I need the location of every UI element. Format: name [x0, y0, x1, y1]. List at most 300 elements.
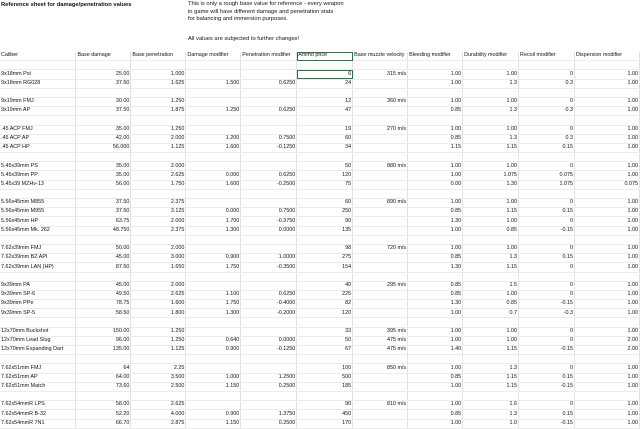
value-cell[interactable] [353, 373, 408, 382]
value-cell[interactable]: 30.00 [76, 97, 131, 106]
value-cell[interactable]: 45.00 [76, 254, 131, 263]
value-cell[interactable]: 275 [297, 254, 353, 263]
value-cell[interactable] [574, 391, 639, 400]
value-cell[interactable] [353, 318, 408, 327]
value-cell[interactable]: 19 [297, 125, 353, 134]
value-cell[interactable]: 1.600 [186, 143, 241, 152]
value-cell[interactable]: 1.00 [574, 134, 639, 143]
value-cell[interactable]: -0.3 [519, 309, 575, 318]
value-cell[interactable] [408, 189, 463, 198]
value-cell[interactable]: 2.875 [131, 419, 186, 428]
value-cell[interactable]: 0.0000 [241, 226, 297, 235]
column-header-cell[interactable]: Base muzzle velocity [353, 52, 408, 61]
value-cell[interactable] [241, 189, 297, 198]
value-cell[interactable]: 73.60 [76, 382, 131, 391]
value-cell[interactable] [463, 153, 519, 162]
value-cell[interactable]: 66.70 [76, 419, 131, 428]
value-cell[interactable]: 0.2500 [241, 419, 297, 428]
value-cell[interactable] [408, 318, 463, 327]
value-cell[interactable]: 1.075 [519, 180, 575, 189]
value-cell[interactable] [76, 153, 131, 162]
value-cell[interactable]: 1.15 [463, 382, 519, 391]
value-cell[interactable]: 2.00 [574, 346, 639, 355]
value-cell[interactable]: 0.15 [519, 410, 575, 419]
value-cell[interactable]: 0.85 [463, 300, 519, 309]
value-cell[interactable]: 1.3 [463, 254, 519, 263]
value-cell[interactable]: 1.00 [574, 401, 639, 410]
value-cell[interactable]: 2.625 [131, 401, 186, 410]
value-cell[interactable]: 1.00 [463, 199, 519, 208]
value-cell[interactable] [186, 355, 241, 364]
value-cell[interactable]: 58.50 [76, 309, 131, 318]
value-cell[interactable]: 50.00 [76, 244, 131, 253]
value-cell[interactable]: 0.85 [408, 281, 463, 290]
value-cell[interactable]: 1.3 [463, 107, 519, 116]
value-cell[interactable] [76, 88, 131, 97]
value-cell[interactable]: 1.00 [408, 309, 463, 318]
caliber-cell[interactable]: 7.62x39mm LAN (HP) [0, 263, 76, 272]
value-cell[interactable]: 850 m/s [353, 364, 408, 373]
value-cell[interactable]: 1.00 [574, 364, 639, 373]
value-cell[interactable] [297, 189, 353, 198]
value-cell[interactable] [186, 401, 241, 410]
column-header-cell[interactable]: Ammo price [297, 52, 353, 61]
caliber-cell[interactable]: 7.62x51mm Match [0, 382, 76, 391]
caliber-cell[interactable]: 7.62x39mm BZ API [0, 254, 76, 263]
value-cell[interactable] [519, 116, 575, 125]
value-cell[interactable]: 56.00 [76, 180, 131, 189]
value-cell[interactable]: 1.00 [408, 79, 463, 88]
value-cell[interactable]: 75 [297, 180, 353, 189]
value-cell[interactable]: 35.00 [76, 125, 131, 134]
value-cell[interactable]: 64 [76, 364, 131, 373]
value-cell[interactable]: 1.00 [408, 97, 463, 106]
value-cell[interactable] [186, 235, 241, 244]
value-cell[interactable]: 0.900 [186, 346, 241, 355]
value-cell[interactable] [131, 153, 186, 162]
value-cell[interactable]: 1.00 [408, 171, 463, 180]
value-cell[interactable]: 0.15 [519, 373, 575, 382]
value-cell[interactable]: 1.00 [574, 217, 639, 226]
value-cell[interactable] [186, 125, 241, 134]
value-cell[interactable]: 1.600 [186, 180, 241, 189]
value-cell[interactable]: 1.200 [186, 134, 241, 143]
value-cell[interactable]: 3.125 [131, 208, 186, 217]
value-cell[interactable] [353, 263, 408, 272]
value-cell[interactable]: 0.85 [408, 107, 463, 116]
value-cell[interactable] [241, 153, 297, 162]
value-cell[interactable]: 2.375 [131, 226, 186, 235]
value-cell[interactable] [76, 391, 131, 400]
value-cell[interactable]: 0.6250 [241, 171, 297, 180]
caliber-cell[interactable]: 9x19mm AP [0, 107, 76, 116]
caliber-cell[interactable]: 5.56x45mm M855 [0, 199, 76, 208]
value-cell[interactable] [241, 97, 297, 106]
caliber-cell[interactable]: 12x70mm Expanding Dart [0, 346, 76, 355]
caliber-cell[interactable]: 9x39mm PPe [0, 300, 76, 309]
value-cell[interactable]: 450 [297, 410, 353, 419]
value-cell[interactable] [186, 244, 241, 253]
value-cell[interactable]: 1.00 [574, 171, 639, 180]
value-cell[interactable]: 1.15 [463, 208, 519, 217]
value-cell[interactable]: 52.20 [76, 410, 131, 419]
value-cell[interactable]: 395 m/s [353, 327, 408, 336]
value-cell[interactable]: 0.7500 [241, 134, 297, 143]
value-cell[interactable]: 1.00 [574, 309, 639, 318]
value-cell[interactable] [297, 391, 353, 400]
value-cell[interactable] [241, 401, 297, 410]
value-cell[interactable] [297, 153, 353, 162]
value-cell[interactable]: 2.625 [131, 290, 186, 299]
value-cell[interactable]: 1.00 [408, 226, 463, 235]
value-cell[interactable] [186, 318, 241, 327]
value-cell[interactable] [186, 162, 241, 171]
value-cell[interactable]: 1.00 [463, 97, 519, 106]
value-cell[interactable] [186, 61, 241, 70]
value-cell[interactable]: 0 [519, 327, 575, 336]
value-cell[interactable]: -0.1250 [241, 143, 297, 152]
value-cell[interactable]: 1.00 [574, 70, 639, 79]
caliber-cell[interactable] [0, 189, 76, 198]
value-cell[interactable]: 0 [519, 336, 575, 345]
caliber-cell[interactable]: 9x18mm Pst [0, 70, 76, 79]
value-cell[interactable]: 0.3 [519, 79, 575, 88]
value-cell[interactable]: 50 [297, 162, 353, 171]
value-cell[interactable]: 1.00 [574, 125, 639, 134]
value-cell[interactable] [297, 318, 353, 327]
value-cell[interactable] [241, 88, 297, 97]
value-cell[interactable]: 1.00 [408, 382, 463, 391]
value-cell[interactable]: 90 [297, 401, 353, 410]
caliber-cell[interactable]: 12x70mm Buckshot [0, 327, 76, 336]
column-header-cell[interactable]: Dispersion modifier [574, 52, 639, 61]
value-cell[interactable]: 0.075 [519, 171, 575, 180]
value-cell[interactable]: 0.000 [186, 171, 241, 180]
value-cell[interactable]: 0.6250 [241, 290, 297, 299]
value-cell[interactable]: 1.875 [131, 107, 186, 116]
value-cell[interactable]: 1.800 [131, 309, 186, 318]
value-cell[interactable] [519, 318, 575, 327]
value-cell[interactable] [408, 235, 463, 244]
value-cell[interactable] [186, 116, 241, 125]
value-cell[interactable]: 154 [297, 263, 353, 272]
caliber-cell[interactable]: .45 ACP HP [0, 143, 76, 152]
value-cell[interactable]: 1.15 [463, 373, 519, 382]
caliber-cell[interactable]: 9x39mm SP-5 [0, 309, 76, 318]
value-cell[interactable] [408, 272, 463, 281]
value-cell[interactable]: 1.00 [574, 327, 639, 336]
value-cell[interactable]: 1.00 [463, 70, 519, 79]
value-cell[interactable]: 0 [519, 281, 575, 290]
value-cell[interactable] [408, 116, 463, 125]
caliber-cell[interactable]: 5.45x39mm PS [0, 162, 76, 171]
value-cell[interactable] [519, 153, 575, 162]
caliber-cell[interactable]: 9x39mm SP-6 [0, 290, 76, 299]
value-cell[interactable] [353, 235, 408, 244]
value-cell[interactable]: 0 [519, 125, 575, 134]
value-cell[interactable]: 1.00 [574, 226, 639, 235]
value-cell[interactable]: 96.00 [76, 336, 131, 345]
value-cell[interactable]: 360 m/s [353, 97, 408, 106]
column-header-cell[interactable]: Base penetration [131, 52, 186, 61]
value-cell[interactable]: 1.0000 [241, 254, 297, 263]
value-cell[interactable]: -0.3500 [241, 263, 297, 272]
value-cell[interactable] [241, 235, 297, 244]
value-cell[interactable]: 1.00 [463, 327, 519, 336]
value-cell[interactable]: 0 [519, 364, 575, 373]
value-cell[interactable] [131, 235, 186, 244]
value-cell[interactable]: 1.3 [463, 79, 519, 88]
value-cell[interactable]: 1.125 [131, 143, 186, 152]
value-cell[interactable]: 1.00 [574, 162, 639, 171]
value-cell[interactable]: 1.00 [574, 300, 639, 309]
value-cell[interactable] [519, 61, 575, 70]
value-cell[interactable]: 1.30 [408, 263, 463, 272]
value-cell[interactable]: 1.600 [131, 300, 186, 309]
value-cell[interactable] [353, 272, 408, 281]
value-cell[interactable]: 1.125 [131, 346, 186, 355]
value-cell[interactable]: 1.15 [463, 143, 519, 152]
value-cell[interactable]: 1.150 [186, 419, 241, 428]
value-cell[interactable]: 0.85 [408, 208, 463, 217]
caliber-cell[interactable] [0, 318, 76, 327]
value-cell[interactable] [186, 364, 241, 373]
value-cell[interactable]: 1.15 [408, 143, 463, 152]
caliber-cell[interactable]: .45 ACP AP [0, 134, 76, 143]
value-cell[interactable]: 2.625 [131, 171, 186, 180]
column-header-cell[interactable]: Durability modifier [463, 52, 519, 61]
value-cell[interactable]: 1.00 [408, 244, 463, 253]
caliber-cell[interactable]: 5.56x45mm M955 [0, 208, 76, 217]
value-cell[interactable]: 475 m/s [353, 336, 408, 345]
value-cell[interactable]: 295 m/s [353, 281, 408, 290]
value-cell[interactable]: 2.000 [131, 244, 186, 253]
value-cell[interactable] [408, 61, 463, 70]
value-cell[interactable] [76, 189, 131, 198]
value-cell[interactable]: 1.250 [131, 125, 186, 134]
caliber-cell[interactable]: 7.62x54mmR LPS [0, 401, 76, 410]
value-cell[interactable] [353, 134, 408, 143]
value-cell[interactable]: 0.85 [408, 254, 463, 263]
value-cell[interactable]: 0.2500 [241, 382, 297, 391]
value-cell[interactable] [408, 391, 463, 400]
value-cell[interactable]: 1.00 [408, 401, 463, 410]
value-cell[interactable] [574, 355, 639, 364]
value-cell[interactable]: 1.750 [131, 180, 186, 189]
value-cell[interactable]: 1.00 [463, 125, 519, 134]
value-cell[interactable] [353, 382, 408, 391]
value-cell[interactable]: 1.00 [408, 419, 463, 428]
value-cell[interactable] [241, 318, 297, 327]
value-cell[interactable]: 1.00 [408, 125, 463, 134]
value-cell[interactable] [353, 309, 408, 318]
value-cell[interactable]: 1.000 [186, 373, 241, 382]
value-cell[interactable]: 1.00 [463, 290, 519, 299]
caliber-cell[interactable] [0, 235, 76, 244]
caliber-cell[interactable] [0, 88, 76, 97]
value-cell[interactable] [353, 355, 408, 364]
value-cell[interactable]: 1.00 [408, 199, 463, 208]
caliber-cell[interactable]: 12x70mm Lead Slug [0, 336, 76, 345]
value-cell[interactable]: 720 m/s [353, 244, 408, 253]
value-cell[interactable]: 100 [297, 364, 353, 373]
value-cell[interactable]: -0.15 [519, 300, 575, 309]
value-cell[interactable]: 1.3 [463, 410, 519, 419]
value-cell[interactable]: 0.85 [408, 410, 463, 419]
value-cell[interactable]: 1.00 [574, 410, 639, 419]
value-cell[interactable]: 3.500 [131, 373, 186, 382]
value-cell[interactable] [186, 88, 241, 97]
value-cell[interactable] [186, 189, 241, 198]
value-cell[interactable]: 1.30 [408, 217, 463, 226]
column-header-cell[interactable]: Penetration modifier [241, 52, 297, 61]
value-cell[interactable]: 880 m/s [353, 162, 408, 171]
value-cell[interactable] [574, 318, 639, 327]
caliber-cell[interactable]: 7.62x51mm FMJ [0, 364, 76, 373]
value-cell[interactable]: 47 [297, 107, 353, 116]
value-cell[interactable]: 1.00 [574, 290, 639, 299]
value-cell[interactable]: 0 [519, 263, 575, 272]
value-cell[interactable]: 1.40 [408, 346, 463, 355]
value-cell[interactable]: 1.00 [574, 208, 639, 217]
value-cell[interactable]: -0.15 [519, 346, 575, 355]
value-cell[interactable]: 1.250 [131, 327, 186, 336]
value-cell[interactable]: 2.00 [574, 336, 639, 345]
value-cell[interactable]: 58.00 [76, 401, 131, 410]
value-cell[interactable] [353, 208, 408, 217]
caliber-cell[interactable]: 7.62x54mmR B-32 [0, 410, 76, 419]
value-cell[interactable]: 1.00 [463, 244, 519, 253]
value-cell[interactable] [353, 180, 408, 189]
value-cell[interactable]: 0 [519, 162, 575, 171]
caliber-cell[interactable] [0, 391, 76, 400]
value-cell[interactable] [574, 116, 639, 125]
value-cell[interactable] [131, 272, 186, 281]
value-cell[interactable] [353, 143, 408, 152]
value-cell[interactable] [131, 88, 186, 97]
value-cell[interactable]: 1.0 [463, 419, 519, 428]
caliber-cell[interactable] [0, 153, 76, 162]
value-cell[interactable] [574, 88, 639, 97]
value-cell[interactable]: 0.6250 [241, 79, 297, 88]
value-cell[interactable]: -0.3750 [241, 217, 297, 226]
value-cell[interactable]: 0 [519, 290, 575, 299]
value-cell[interactable]: 50 [297, 336, 353, 345]
value-cell[interactable]: 0 [519, 217, 575, 226]
value-cell[interactable] [131, 116, 186, 125]
value-cell[interactable] [186, 199, 241, 208]
value-cell[interactable] [186, 272, 241, 281]
value-cell[interactable]: 1.250 [131, 336, 186, 345]
column-header-cell[interactable]: Caliber [0, 52, 76, 61]
value-cell[interactable] [519, 272, 575, 281]
value-cell[interactable]: 0.900 [186, 410, 241, 419]
value-cell[interactable]: 2.000 [131, 281, 186, 290]
value-cell[interactable]: 1.3 [463, 134, 519, 143]
value-cell[interactable]: 0.7 [463, 309, 519, 318]
value-cell[interactable] [353, 391, 408, 400]
value-cell[interactable]: 2.500 [131, 382, 186, 391]
value-cell[interactable]: -0.1250 [241, 346, 297, 355]
value-cell[interactable] [297, 61, 353, 70]
value-cell[interactable] [76, 318, 131, 327]
value-cell[interactable] [353, 254, 408, 263]
value-cell[interactable] [131, 391, 186, 400]
value-cell[interactable]: 12 [297, 97, 353, 106]
value-cell[interactable] [353, 88, 408, 97]
value-cell[interactable]: 1.250 [131, 97, 186, 106]
value-cell[interactable]: 98 [297, 244, 353, 253]
value-cell[interactable]: 2.000 [131, 217, 186, 226]
value-cell[interactable] [519, 391, 575, 400]
value-cell[interactable]: 250 [297, 208, 353, 217]
value-cell[interactable] [131, 61, 186, 70]
value-cell[interactable]: -0.2000 [241, 309, 297, 318]
value-cell[interactable]: 1.3 [463, 364, 519, 373]
column-header-cell[interactable]: Recoil modifier [519, 52, 575, 61]
value-cell[interactable] [241, 272, 297, 281]
value-cell[interactable] [186, 153, 241, 162]
value-cell[interactable]: 0.15 [519, 254, 575, 263]
value-cell[interactable]: 500 [297, 373, 353, 382]
value-cell[interactable] [297, 272, 353, 281]
value-cell[interactable] [353, 189, 408, 198]
value-cell[interactable]: 1.00 [574, 254, 639, 263]
value-cell[interactable]: 0.900 [186, 254, 241, 263]
value-cell[interactable]: 1.00 [463, 336, 519, 345]
value-cell[interactable]: 1.00 [574, 107, 639, 116]
value-cell[interactable]: 4.000 [131, 410, 186, 419]
value-cell[interactable] [131, 318, 186, 327]
value-cell[interactable] [241, 70, 297, 79]
value-cell[interactable] [297, 88, 353, 97]
value-cell[interactable] [574, 235, 639, 244]
value-cell[interactable] [241, 355, 297, 364]
caliber-cell[interactable] [0, 116, 76, 125]
value-cell[interactable] [463, 272, 519, 281]
value-cell[interactable] [408, 355, 463, 364]
caliber-cell[interactable]: 9x18mm RG028 [0, 79, 76, 88]
value-cell[interactable]: 0.00 [408, 180, 463, 189]
value-cell[interactable]: 1.650 [131, 263, 186, 272]
value-cell[interactable] [131, 355, 186, 364]
caliber-cell[interactable]: 5.45x39 MZHv-13 [0, 180, 76, 189]
value-cell[interactable]: 1.00 [408, 327, 463, 336]
value-cell[interactable]: 890 m/s [353, 199, 408, 208]
value-cell[interactable] [463, 391, 519, 400]
value-cell[interactable] [519, 88, 575, 97]
value-cell[interactable]: 1.6 [463, 401, 519, 410]
value-cell[interactable] [241, 61, 297, 70]
value-cell[interactable]: 1.00 [574, 244, 639, 253]
value-cell[interactable]: 0 [519, 97, 575, 106]
value-cell[interactable]: 45.00 [76, 281, 131, 290]
value-cell[interactable]: -0.15 [519, 382, 575, 391]
value-cell[interactable] [241, 162, 297, 171]
value-cell[interactable]: 1.00 [463, 217, 519, 226]
value-cell[interactable]: 1.750 [186, 263, 241, 272]
value-cell[interactable] [186, 281, 241, 290]
value-cell[interactable]: 0.85 [408, 290, 463, 299]
value-cell[interactable] [353, 300, 408, 309]
value-cell[interactable]: 0.85 [463, 226, 519, 235]
value-cell[interactable] [297, 355, 353, 364]
caliber-cell[interactable] [0, 61, 76, 70]
value-cell[interactable]: 0.15 [519, 208, 575, 217]
value-cell[interactable]: 42.00 [76, 134, 131, 143]
value-cell[interactable]: 37.50 [76, 199, 131, 208]
value-cell[interactable]: 60 [297, 134, 353, 143]
